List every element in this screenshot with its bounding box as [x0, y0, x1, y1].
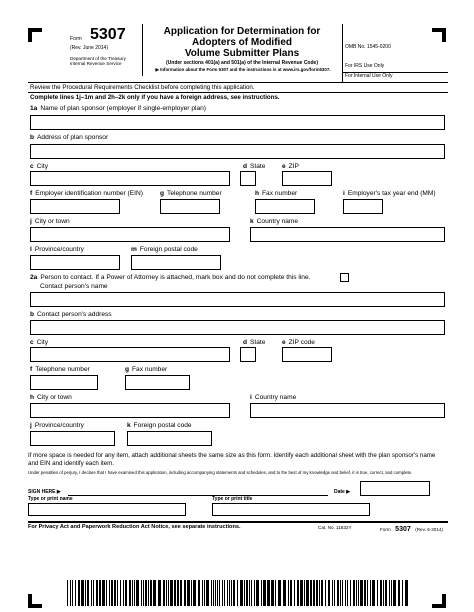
line-2d-label: d State	[243, 339, 266, 346]
form-subtitle: (Under sections 401(a) and 501(a) of the Internal Revenue Code)	[166, 60, 318, 66]
barcode-bar	[168, 580, 169, 606]
additional-space-note: If more space is needed for any item, attach additional sheets the same size as this form. Identify each additional sheet with the plan sponsor's name and EIN and identify each item.	[28, 452, 436, 467]
barcode-bar	[283, 580, 286, 606]
barcode-bar	[141, 580, 142, 606]
barcode-bar	[85, 580, 86, 606]
header-divider-right	[342, 24, 343, 82]
barcode-bar	[316, 580, 318, 606]
privacy-notice: For Privacy Act and Paperwork Reduction Act Notice, see separate instructions.	[28, 524, 241, 530]
barcode-bar	[158, 580, 161, 606]
barcode-bar	[367, 580, 368, 606]
barcode-bar	[202, 580, 203, 606]
form-revision: (Rev. June 2014)	[70, 45, 108, 51]
contact-name-field[interactable]	[30, 292, 445, 307]
barcode-bar	[231, 580, 232, 606]
line-2j-label: j Province/country	[30, 422, 84, 429]
contact-telephone-field[interactable]	[30, 375, 98, 390]
form-info-line: ▶ Information about the Form 5307 and the instructions is at www.irs.gov/form5307.	[155, 67, 331, 72]
barcode-bar	[261, 580, 262, 606]
barcode-bar	[337, 580, 339, 606]
barcode-bar	[391, 580, 392, 606]
review-instructions: Review the Procedural Requirements Checklist before completing this application.	[30, 84, 255, 91]
barcode-bar	[233, 580, 235, 606]
barcode-bar	[251, 580, 252, 606]
type-name-label: Type or print name	[28, 496, 73, 502]
header-rule	[28, 82, 448, 83]
contact-fax-field[interactable]	[125, 375, 190, 390]
barcode-bar	[204, 580, 205, 606]
barcode-bar	[304, 580, 305, 606]
line-1c-label: c City	[30, 163, 49, 170]
line-1l-label: l Province/country	[30, 246, 84, 253]
contact-foreign-postal-field[interactable]	[127, 431, 212, 446]
barcode-bar	[342, 580, 343, 606]
line-2e-label: e ZIP code	[282, 339, 315, 346]
line-2a-sublabel: Contact person's name	[40, 283, 108, 290]
sponsor-telephone-field[interactable]	[160, 199, 220, 214]
sponsor-foreign-postal-field[interactable]	[131, 255, 221, 270]
barcode-bar	[310, 580, 312, 606]
barcode-bar	[240, 580, 243, 606]
barcode-bar	[180, 580, 182, 606]
barcode-bar	[377, 580, 378, 606]
barcode-bar	[211, 580, 212, 606]
sponsor-fax-field[interactable]	[255, 199, 315, 214]
barcode-bar	[372, 580, 375, 606]
barcode-bar	[153, 580, 156, 606]
plan-sponsor-address-field[interactable]	[30, 144, 445, 159]
contact-province-field[interactable]	[30, 431, 115, 446]
barcode-bar	[332, 580, 333, 606]
barcode-bar	[249, 580, 250, 606]
barcode-bar	[244, 580, 245, 606]
barcode-bar	[275, 580, 276, 606]
barcode-bar	[306, 580, 309, 606]
barcode-bar	[150, 580, 152, 606]
barcode-bar	[114, 580, 116, 606]
catalog-number: Cat. No. 11832Y	[318, 525, 352, 530]
barcode-bar	[405, 580, 408, 606]
irs-use-only-top: For IRS Use Only	[345, 63, 385, 69]
line-1m-label: m Foreign postal code	[131, 246, 198, 253]
corner-mark-bottom-right	[432, 594, 446, 608]
contact-zip-field[interactable]	[282, 347, 332, 362]
line-1h-label: h Fax number	[255, 190, 298, 197]
barcode-bar	[70, 580, 71, 606]
line-2g-label: g Fax number	[125, 366, 168, 373]
barcode-bar	[106, 580, 107, 606]
barcode-bar	[206, 580, 209, 606]
line-2a-label: 2a Person to contact. If a Power of Attorney is attached, mark box and do not complete this line.	[30, 274, 311, 281]
contact-city-field[interactable]	[30, 347, 230, 362]
barcode-bar	[334, 580, 335, 606]
barcode-bar	[129, 580, 131, 606]
barcode-bar	[353, 580, 355, 606]
corner-mark-bottom-left	[28, 594, 42, 608]
barcode-bar	[297, 580, 299, 606]
line-2f-label: f Telephone number	[30, 366, 90, 373]
barcode-bar	[81, 580, 84, 606]
barcode-bar	[67, 580, 68, 606]
line-1d-label: d State	[243, 163, 266, 170]
barcode-bar	[198, 580, 200, 606]
barcode-bar	[345, 580, 346, 606]
barcode-bar	[219, 580, 220, 606]
review-rule	[28, 92, 448, 93]
signature-line[interactable]	[68, 495, 328, 496]
barcode-bar	[91, 580, 92, 606]
barcode-bar	[383, 580, 384, 606]
form-footer-id: Form 5307 (Rev. 6-2014)	[380, 526, 443, 533]
barcode-bar	[215, 580, 216, 606]
barcode-bar	[125, 580, 127, 606]
barcode-bar	[213, 580, 214, 606]
barcode-bar	[393, 580, 396, 606]
barcode-bar	[132, 580, 133, 606]
barcode-bar	[360, 580, 363, 606]
form-title-line-1: Application for Determination for	[163, 26, 321, 37]
barcode-bar	[123, 580, 124, 606]
form-number: 5307	[90, 26, 126, 43]
line-1g-label: g Telephone number	[160, 190, 222, 197]
sponsor-zip-field[interactable]	[282, 171, 332, 186]
barcode-bar	[187, 580, 190, 606]
barcode-bar	[385, 580, 387, 606]
perjury-statement: Under penalties of perjury, I declare that I have examined this application, including accompanying statements and schedules, and to the best of my knowledge and belief, it is true, correct, and complete.	[28, 470, 413, 475]
barcode-bar	[75, 580, 76, 606]
contact-address-field[interactable]	[30, 320, 445, 335]
barcode	[67, 580, 411, 606]
barcode-bar	[321, 580, 323, 606]
date-label: Date ▶	[334, 489, 351, 495]
line-1e-label: e ZIP	[282, 163, 299, 170]
barcode-bar	[99, 580, 101, 606]
corner-mark-top-right	[432, 28, 446, 42]
line-1f-label: f Employer identification number (EIN)	[30, 190, 143, 197]
barcode-bar	[174, 580, 176, 606]
form-title-line-3: Volume Submitter Plans	[184, 48, 300, 59]
line-1a-label: 1a Name of plan sponsor (employer if single-employer plan)	[30, 105, 206, 112]
barcode-bar	[288, 580, 289, 606]
barcode-bar	[278, 580, 281, 606]
barcode-bar	[290, 580, 292, 606]
barcode-bar	[93, 580, 94, 606]
sign-here-label: SIGN HERE ▶	[28, 489, 61, 495]
barcode-bar	[224, 580, 225, 606]
barcode-bar	[254, 580, 255, 606]
barcode-bar	[78, 580, 80, 606]
barcode-bar	[358, 580, 359, 606]
line-2h-label: h City or town	[30, 394, 72, 401]
barcode-bar	[163, 580, 165, 606]
barcode-bar	[227, 580, 228, 606]
barcode-bar	[96, 580, 98, 606]
line-2c-label: c City	[30, 339, 49, 346]
barcode-bar	[143, 580, 144, 606]
barcode-bar	[370, 580, 371, 606]
barcode-bar	[148, 580, 149, 606]
barcode-bar	[313, 580, 315, 606]
print-title-field[interactable]	[212, 503, 370, 516]
type-title-label: Type or print title	[212, 496, 253, 502]
barcode-bar	[263, 580, 266, 606]
sponsor-province-field[interactable]	[30, 255, 120, 270]
barcode-bar	[364, 580, 366, 606]
barcode-bar	[256, 580, 259, 606]
barcode-bar	[402, 580, 403, 606]
signature-date-field[interactable]	[360, 481, 430, 496]
sponsor-state-field[interactable]	[240, 171, 256, 186]
barcode-bar	[389, 580, 390, 606]
barcode-bar	[166, 580, 167, 606]
power-of-attorney-checkbox[interactable]	[340, 273, 349, 282]
contact-state-field[interactable]	[240, 347, 256, 362]
form-label: Form	[70, 36, 82, 42]
barcode-bar	[109, 580, 110, 606]
sponsor-foreign-city-field[interactable]	[30, 227, 230, 242]
line-2k-label: k Foreign postal code	[127, 422, 192, 429]
barcode-bar	[111, 580, 113, 606]
corner-mark-top-left	[28, 28, 42, 42]
tax-year-end-field[interactable]	[343, 199, 383, 214]
line-1b-label: b Address of plan sponsor	[30, 134, 109, 141]
bureau-name: Internal Revenue Service	[70, 61, 122, 66]
form-title-line-2: Adopters of Modified	[192, 37, 292, 48]
irs-use-only-bottom: For Internal Use Only	[345, 73, 393, 79]
line-1i-label: i Employer's tax year end (MM)	[343, 190, 436, 197]
barcode-bar	[134, 580, 135, 606]
barcode-bar	[294, 580, 295, 606]
barcode-bar	[191, 580, 192, 606]
sponsor-country-field[interactable]	[250, 227, 445, 242]
contact-country-field[interactable]	[250, 403, 445, 418]
barcode-bar	[300, 580, 303, 606]
line-2i-label: i Country name	[250, 394, 297, 401]
barcode-bar	[319, 580, 320, 606]
barcode-bar	[193, 580, 196, 606]
barcode-bar	[117, 580, 118, 606]
barcode-bar	[340, 580, 341, 606]
barcode-bar	[271, 580, 274, 606]
barcode-bar	[177, 580, 179, 606]
barcode-bar	[237, 580, 238, 606]
barcode-bar	[184, 580, 186, 606]
sponsor-city-field[interactable]	[30, 171, 230, 186]
barcode-bar	[229, 580, 230, 606]
barcode-bar	[120, 580, 121, 606]
barcode-bar	[87, 580, 89, 606]
barcode-bar	[380, 580, 382, 606]
line-1j-label: j City or town	[30, 218, 70, 225]
barcode-bar	[398, 580, 400, 606]
plan-sponsor-name-field[interactable]	[30, 115, 445, 130]
barcode-bar	[145, 580, 147, 606]
barcode-bar	[102, 580, 105, 606]
sponsor-ein-field[interactable]	[30, 199, 120, 214]
barcode-bar	[217, 580, 218, 606]
barcode-bar	[350, 580, 351, 606]
barcode-bar	[72, 580, 73, 606]
print-name-field[interactable]	[28, 503, 186, 516]
department-name: Department of the Treasury	[70, 56, 126, 61]
omb-number: OMB No. 1545-0200	[345, 44, 391, 50]
complete-instructions: Complete lines 1j–1m and 2h–2k only if you have a foreign address, see instructions.	[30, 94, 280, 101]
barcode-bar	[136, 580, 139, 606]
barcode-bar	[325, 580, 326, 606]
barcode-bar	[170, 580, 173, 606]
barcode-bar	[328, 580, 330, 606]
barcode-bar	[222, 580, 223, 606]
barcode-bar	[347, 580, 348, 606]
barcode-bar	[356, 580, 357, 606]
barcode-bar	[267, 580, 270, 606]
barcode-bar	[246, 580, 248, 606]
line-2b-label: b Contact person's address	[30, 311, 112, 318]
line-1k-label: k Country name	[250, 218, 299, 225]
contact-foreign-city-field[interactable]	[30, 403, 230, 418]
